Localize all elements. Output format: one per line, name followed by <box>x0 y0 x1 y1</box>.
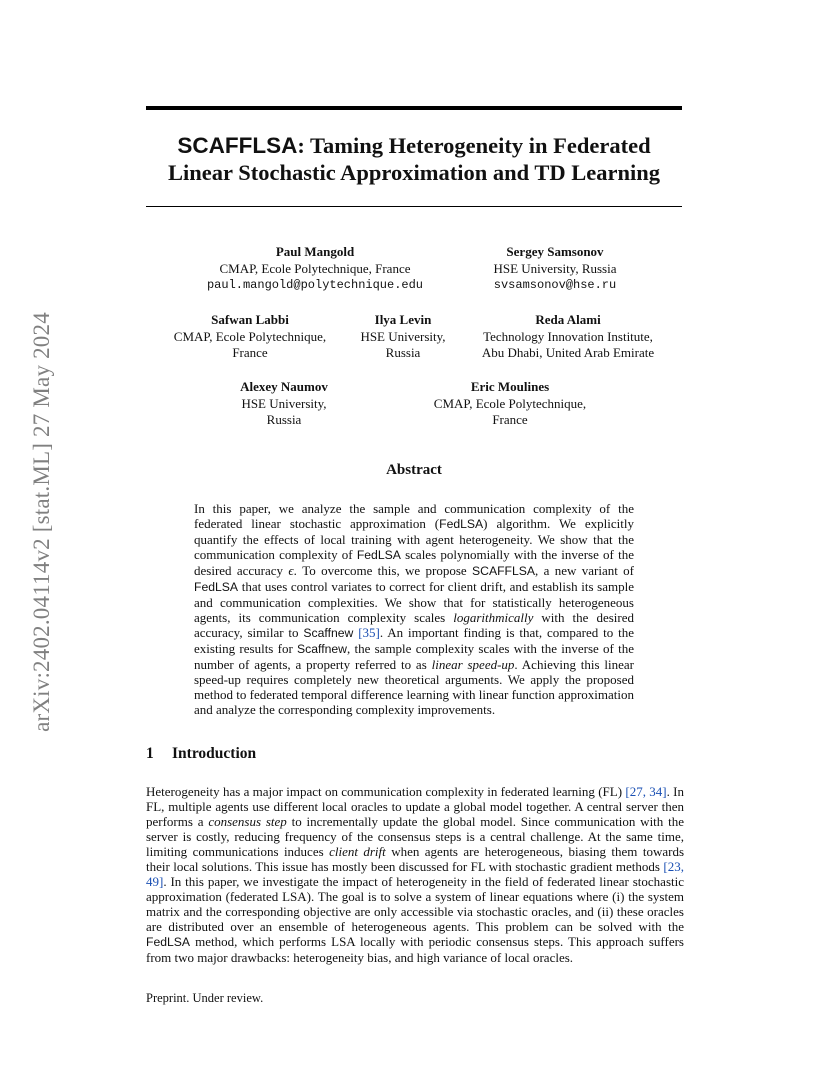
title-bottom-rule <box>146 206 682 207</box>
author-block <box>348 312 458 362</box>
abstract-text: with the desired accuracy, similar to <box>194 610 634 640</box>
author-affiliation: HSE University, <box>360 328 446 344</box>
author-name: Safwan Labbi <box>211 312 289 327</box>
method-name: FedLSA <box>356 548 401 562</box>
author-name: Eric Moulines <box>470 379 550 394</box>
author-email[interactable]: paul.mangold@polytechnique.edu <box>206 278 424 292</box>
method-name: FedLSA <box>146 935 191 949</box>
body-text: method, which performs LSA locally with periodic consensus steps. This approach suffers from two major drawbacks: heterogeneity bias, and high variance of local oracles. <box>146 934 684 965</box>
method-name: FedLSA <box>439 517 484 531</box>
title-system-name: SCAFFLSA <box>177 133 298 158</box>
author-affiliation: Abu Dhabi, United Arab Emirate <box>481 345 655 360</box>
author-name: Sergey Samsonov <box>506 244 604 259</box>
paper-title <box>146 132 682 186</box>
citation-link[interactable]: [27, 34] <box>625 784 667 799</box>
citation-link[interactable]: [23, 49] <box>146 859 684 889</box>
citation-link[interactable]: [35] <box>358 625 380 640</box>
abstract-text: scales polynomially with the inverse of the desired accuracy <box>194 547 634 578</box>
author-affiliation: HSE University, Russia <box>493 260 617 276</box>
author-affiliation: CMAP, Ecole Polytechnique, <box>173 328 327 344</box>
body-text: Heterogeneity has a major impact on communication complexity in federated learning (FL) <box>146 784 626 799</box>
author-affiliation: Russia <box>385 345 421 360</box>
abstract-text: , the sample complexity scales with the inverse of the number of agents, a property referred to as <box>194 641 635 672</box>
author-affiliation: France <box>232 345 268 360</box>
title-line2: Linear Stochastic Approximation and TD Learning <box>168 160 660 185</box>
author-name: Paul Mangold <box>275 244 355 259</box>
author-block <box>224 379 344 429</box>
abstract-text: . To overcome this, we propose <box>293 563 473 578</box>
epsilon-symbol: ϵ <box>288 563 294 578</box>
author-name: Alexey Naumov <box>240 379 328 394</box>
section-heading <box>146 745 256 763</box>
author-name: Reda Alami <box>535 312 601 327</box>
abstract-heading: Abstract <box>386 462 442 478</box>
abstract-text: ) algorithm. We explicitly quantify the effects of local training with agent heterogeneity. We show that the communication complexity of <box>194 516 634 562</box>
author-name: Ilya Levin <box>374 312 432 327</box>
author-affiliation: France <box>492 412 528 427</box>
abstract-body <box>194 501 634 717</box>
method-name: SCAFFLSA <box>472 564 536 578</box>
author-affiliation: CMAP, Ecole Polytechnique, France <box>219 260 411 276</box>
emphasis-text: client drift <box>329 844 386 859</box>
abstract-text: . Achieving this linear speed-up requires completely new theoretical arguments. We apply the proposed method to federated temporal difference learning with linear function approximation and analyze the corresponding complexity improvements. <box>194 657 634 717</box>
abstract-text: , a new variant of <box>535 563 634 578</box>
emphasis-text: linear speed-up <box>431 657 515 672</box>
emphasis-text: logarithmically <box>453 610 534 625</box>
author-block <box>160 312 340 362</box>
abstract-text: . An important finding is that, compared to the existing results for <box>194 625 634 656</box>
method-name: FedLSA <box>194 580 239 594</box>
method-name: Scaffnew <box>303 626 354 640</box>
arxiv-identifier <box>22 272 62 772</box>
section-title: Introduction <box>172 745 257 762</box>
body-text: . In this paper, we investigate the impact of heterogeneity in the field of federated linear stochastic approximation (federated LSA). The goal is to solve a system of linear equations where (i) the system matrix and the corresponding objective are only accessible via stochastic oracles, and (ii) these oracles are distributed over an ensemble of heterogeneous agents. This problem can be solved with the <box>146 874 684 934</box>
arxiv-identifier-text: arXiv:2402.04114v2 [stat.ML] 27 May 2024 <box>29 312 54 732</box>
method-name: Scaffnew <box>297 642 347 656</box>
author-affiliation: Technology Innovation Institute, <box>483 328 653 344</box>
author-block <box>420 379 600 429</box>
body-text: when agents are heterogeneous, biasing them towards their local solutions. This issue has mostly been discussed for FL with stochastic gradient methods <box>146 844 684 874</box>
title-line1: : Taming Heterogeneity in Federated <box>297 133 651 158</box>
intro-paragraph <box>146 784 684 965</box>
title-top-rule <box>146 106 682 110</box>
author-affiliation: Russia <box>266 412 302 427</box>
author-block <box>185 244 445 294</box>
body-text: . In FL, multiple agents use different local oracles to update a global model together. A central server then performs a <box>146 784 684 829</box>
author-block <box>468 312 668 362</box>
author-affiliation: CMAP, Ecole Polytechnique, <box>433 395 587 411</box>
author-email[interactable]: svsamsonov@hse.ru <box>493 278 617 292</box>
author-affiliation: HSE University, <box>241 395 327 411</box>
body-text: to incrementally update the global model. Since communication with the server is costly, reducing frequency of the consensus steps is a central challenge. At the same time, limiting communications induces <box>146 814 684 859</box>
section-number: 1 <box>146 745 154 762</box>
emphasis-text: consensus step <box>208 814 287 829</box>
footer-note: Preprint. Under review. <box>146 991 264 1005</box>
abstract-text: that uses control variates to correct for client drift, and establish its sample and communication complexities. We show that for statistically heterogeneous agents, its communication complexity scales <box>194 579 634 625</box>
abstract-text: In this paper, we analyze the sample and communication complexity of the federated linear stochastic approximation ( <box>194 501 634 531</box>
author-block <box>455 244 655 294</box>
